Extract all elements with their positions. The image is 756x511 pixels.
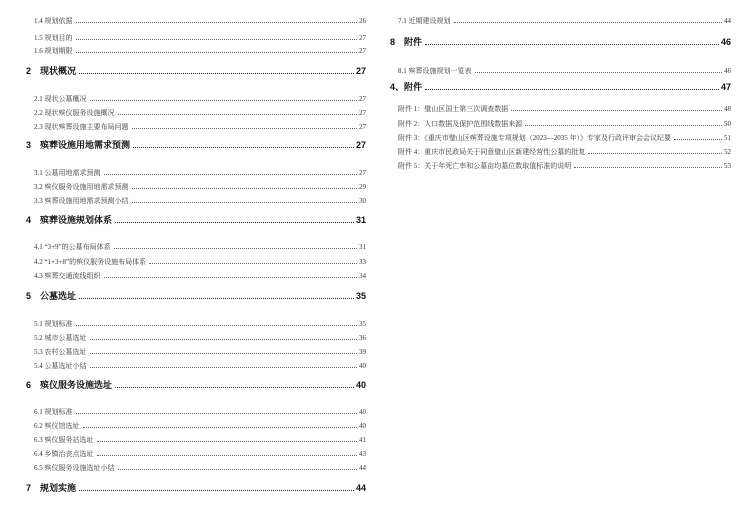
dot-leader: [97, 441, 358, 442]
chapter-number: 3: [26, 140, 32, 150]
page-number: 35: [355, 291, 366, 301]
page-number: 36: [359, 334, 366, 342]
toc-section-entry[interactable]: [26, 258, 366, 267]
toc-entry-title: 1.5 规划目的: [34, 34, 73, 42]
toc-section-entry[interactable]: [26, 34, 366, 43]
toc-entry-title: 现状概况: [40, 66, 77, 76]
toc-section-entry[interactable]: [26, 320, 366, 329]
page-number: 40: [359, 362, 366, 370]
toc-section-entry[interactable]: [26, 95, 366, 104]
toc-section-entry[interactable]: [26, 464, 366, 473]
dot-leader: [674, 139, 722, 140]
dot-leader: [76, 325, 358, 326]
toc-appendix-entry[interactable]: [390, 120, 731, 129]
page-number: 44: [355, 483, 366, 493]
toc-entry-title: 规划实施: [40, 483, 77, 493]
page-number: 46: [720, 37, 731, 47]
page-number: 27: [359, 95, 366, 103]
toc-section-entry[interactable]: [26, 436, 366, 445]
toc-appendix-entry[interactable]: [390, 134, 731, 143]
dot-leader: [83, 427, 358, 428]
toc-section-entry[interactable]: [26, 362, 366, 371]
toc-entry-title: 1.4 规划依据: [34, 17, 73, 25]
toc-entry-title: 公墓选址: [40, 291, 77, 301]
dot-leader: [525, 125, 722, 126]
dot-leader: [76, 39, 358, 40]
dot-leader: [511, 110, 722, 111]
toc-chapter-entry[interactable]: [26, 483, 366, 494]
toc-entry-title: 6.4 乡镇治丧点选址: [34, 450, 94, 458]
toc-entry-title: 2.1 现状公墓概况: [34, 95, 87, 103]
toc-chapter-entry[interactable]: [390, 82, 731, 93]
page-number: 27: [359, 34, 366, 42]
dot-leader: [90, 339, 358, 340]
toc-entry-title: 4.3 殡葬交通流线组织: [34, 272, 101, 280]
dot-leader: [104, 174, 358, 175]
toc-entry-title: 5.4 公墓选址小结: [34, 362, 87, 370]
page-number: 48: [724, 105, 731, 113]
dot-leader: [118, 114, 358, 115]
toc-entry-title: 殡仪服务设施选址: [40, 380, 113, 390]
page-number: 27: [359, 123, 366, 131]
toc-entry-title: 3.3 殡葬设施用地需求预测小结: [34, 197, 129, 205]
dot-leader: [104, 277, 358, 278]
dot-leader: [425, 89, 719, 90]
toc-entry-title: 4.1 “3+9”的公墓布局体系: [34, 243, 111, 251]
dot-leader: [76, 52, 358, 53]
dot-leader: [90, 367, 358, 368]
toc-entry-title: 6.3 殡仪服务站选址: [34, 436, 94, 444]
toc-entry-title: 1.6 规划期限: [34, 47, 73, 55]
page-number: 30: [359, 197, 366, 205]
dot-leader: [76, 22, 358, 23]
dot-leader: [132, 188, 358, 189]
toc-entry-title: 2.3 现状殡葬设施主要布局问题: [34, 123, 129, 131]
dot-leader: [588, 153, 722, 154]
toc-chapter-entry[interactable]: [26, 140, 366, 151]
toc-appendix-entry[interactable]: [390, 148, 731, 157]
toc-entry-title: 4.2 “1+3+8”的殡仪服务设施布局体系: [34, 258, 147, 266]
toc-section-entry[interactable]: [26, 169, 366, 178]
toc-entry-title: 3.2 殡仪服务设施用地需求预测: [34, 183, 129, 191]
toc-entry-title: 4、附件: [390, 82, 423, 92]
toc-section-entry[interactable]: [26, 123, 366, 132]
toc-section-entry[interactable]: [26, 17, 366, 26]
toc-entry-title: 7.1 近期建设规划: [398, 17, 451, 25]
dot-leader: [574, 167, 722, 168]
page-number: 40: [359, 408, 366, 416]
dot-leader: [76, 413, 358, 414]
page-number: 44: [724, 17, 731, 25]
chapter-number: 7: [26, 483, 32, 493]
page-number: 41: [359, 436, 366, 444]
toc-section-entry[interactable]: [26, 47, 366, 56]
dot-leader: [90, 100, 358, 101]
toc-entry-title: 附件 3：《重庆市璧山区殡葬设施专项规划（2023—2035 年）》专家及行政评审会会议纪要: [398, 134, 671, 142]
page-number: 31: [355, 215, 366, 225]
toc-section-entry[interactable]: [390, 17, 731, 26]
toc-entry-title: 附件 4：重庆市民政局关于同意璧山区新建经营性公墓的批复: [398, 148, 586, 156]
dot-leader: [114, 248, 357, 249]
toc-entry-title: 5.1 规划标准: [34, 320, 73, 328]
page-number: 27: [359, 47, 366, 55]
dot-leader: [97, 455, 358, 456]
toc-entry-title: 附件: [404, 37, 423, 47]
toc-section-entry[interactable]: [26, 348, 366, 357]
dot-leader: [115, 222, 354, 223]
dot-leader: [132, 128, 358, 129]
chapter-number: 8: [390, 37, 396, 47]
page-number: 27: [355, 66, 366, 76]
page-number: 27: [359, 109, 366, 117]
toc-section-entry[interactable]: [26, 272, 366, 281]
dot-leader: [79, 298, 354, 299]
chapter-number: 2: [26, 66, 32, 76]
toc-entry-title: 附件 2：人口数据及保护范围线数据来源: [398, 120, 523, 128]
toc-entry-title: 6.5 殡仪服务设施选址小结: [34, 464, 115, 472]
page-number: 31: [359, 243, 366, 251]
toc-entry-title: 6.2 殡仪馆选址: [34, 422, 80, 430]
dot-leader: [79, 490, 354, 491]
dot-leader: [90, 353, 358, 354]
page-number: 27: [355, 140, 366, 150]
toc-entry-title: 殡葬设施用地需求预测: [40, 140, 131, 150]
chapter-number: 4: [26, 215, 32, 225]
toc-chapter-entry[interactable]: [390, 37, 731, 48]
toc-entry-title: 5.3 农村公墓选址: [34, 348, 87, 356]
page-number: 52: [724, 148, 731, 156]
toc-entry-title: 5.2 城市公墓选址: [34, 334, 87, 342]
toc-section-entry[interactable]: [26, 334, 366, 343]
toc-entry-title: 附件 1：璧山区国土第三次调查数据: [398, 105, 509, 113]
toc-section-entry[interactable]: [26, 183, 366, 192]
toc-entry-title: 3.1 公墓用地需求预测: [34, 169, 101, 177]
page-number: 29: [359, 183, 366, 191]
page-number: 50: [724, 120, 731, 128]
toc-appendix-entry[interactable]: [390, 105, 731, 114]
page-number: 51: [724, 134, 731, 142]
toc-chapter-entry[interactable]: [26, 66, 366, 77]
toc-section-entry[interactable]: [390, 67, 731, 76]
page-number: 40: [355, 380, 366, 390]
page-number: 26: [359, 17, 366, 25]
dot-leader: [425, 44, 719, 45]
page-number: 46: [724, 67, 731, 75]
toc-section-entry[interactable]: [26, 408, 366, 417]
page-number: 44: [359, 464, 366, 472]
dot-leader: [132, 202, 358, 203]
toc-entry-title: 殡葬设施规划体系: [40, 215, 113, 225]
toc-chapter-entry[interactable]: [26, 291, 366, 302]
toc-section-entry[interactable]: [26, 197, 366, 206]
toc-entry-title: 6.1 规划标准: [34, 408, 73, 416]
chapter-number: 5: [26, 291, 32, 301]
page-number: 43: [359, 450, 366, 458]
page-number: 35: [359, 320, 366, 328]
toc-entry-title: 8.1 殡葬设施规划一览表: [398, 67, 472, 75]
page-number: 40: [359, 422, 366, 430]
page-number: 47: [720, 82, 731, 92]
toc-section-entry[interactable]: [26, 450, 366, 459]
dot-leader: [149, 263, 357, 264]
toc-section-entry[interactable]: [26, 243, 366, 252]
page-number: 34: [359, 272, 366, 280]
dot-leader: [115, 387, 354, 388]
chapter-number: 6: [26, 380, 32, 390]
dot-leader: [118, 469, 358, 470]
dot-leader: [454, 22, 723, 23]
toc-entry-title: 附件 5：关于年死亡率和公墓亩均墓位数取值标准的说明: [398, 162, 572, 170]
dot-leader: [79, 73, 354, 74]
dot-leader: [133, 147, 354, 148]
page-number: 53: [724, 162, 731, 170]
page-number: 33: [359, 258, 366, 266]
toc-section-entry[interactable]: [26, 109, 366, 118]
toc-appendix-entry[interactable]: [390, 162, 731, 171]
toc-chapter-entry[interactable]: [26, 380, 366, 391]
toc-entry-title: 2.2 现状殡仪服务设施概况: [34, 109, 115, 117]
page-number: 27: [359, 169, 366, 177]
page-number: 39: [359, 348, 366, 356]
toc-section-entry[interactable]: [26, 422, 366, 431]
toc-chapter-entry[interactable]: [26, 215, 366, 226]
dot-leader: [475, 72, 723, 73]
